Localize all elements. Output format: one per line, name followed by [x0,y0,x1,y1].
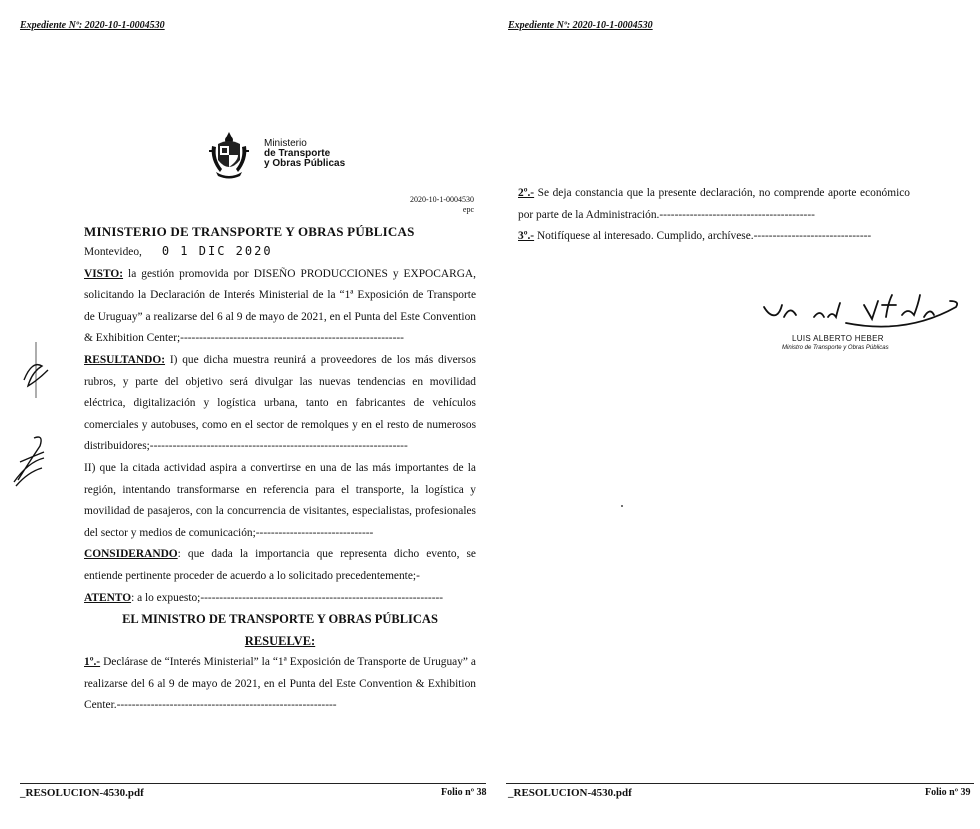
resultando-text: I) que dicha muestra reunirá a proveedores de los más diversos rubros, y parte del objetivo será divulgar las nuevas tendencias en movilidad eléctrica, digitalización y logística urbana, tanto en fabricantes de vehículos comerciales y autobuses, como en el sector de remolques y en el resto de numerosos distribuidores;-------------------------------------------------------------------- [84,353,476,453]
article-2-paragraph [518,183,910,226]
article-2-label: 2º.- [518,187,535,199]
reference-initials: epc [462,205,474,214]
coat-of-arms-icon [208,130,250,180]
resultando-paragraph [84,350,476,458]
footer-folio: Folio nº 38 [441,787,487,798]
article-3-text: Notifíquese al interesado. Cumplido, archívese.------------------------------- [534,230,872,243]
footer-filename: _RESOLUCION-4530.pdf [20,787,144,799]
date-stamp: 0 1 DIC 2020 [161,244,273,258]
article-3-label: 3º.- [518,230,535,243]
footer-rule [20,783,486,784]
resolution-body [84,241,476,717]
city: Montevideo, [84,246,142,258]
resolution-body-right [518,183,910,248]
article-1-text: Declárase de “Interés Ministerial” la “1ª Exposición de Transporte de Uruguay” a realizarse del 6 al 9 de mayo de 2021, en el Punta del Este Convention & Exhibition Center.---------------------------------------------------------- [84,656,476,712]
expediente-header: Expediente Nº: 2020-10-1-0004530 [20,20,165,31]
visto-paragraph [84,264,476,350]
footer-folio-right: Folio nº 39 [925,787,971,798]
signer-title: Ministro de Transporte y Obras Públicas [782,345,889,351]
minister-heading: EL MINISTRO DE TRANSPORTE Y OBRAS PÚBLICAS [122,612,438,627]
ministry-logo-text [264,139,345,169]
article-3-paragraph [518,226,910,248]
atento-text: : a lo expuesto;---------------------------------------------------------------- [131,591,444,604]
resultando-label: RESULTANDO: [84,353,166,366]
resuelve-heading: RESUELVE: [244,633,316,648]
visto-label: VISTO: [84,267,124,280]
considerando-label: CONSIDERANDO [84,548,178,561]
scan-speck [621,505,623,507]
atento-label: ATENTO [84,591,132,604]
ministry-heading: MINISTERIO DE TRANSPORTE Y OBRAS PÚBLICAS [84,224,415,239]
article-2-text: Se deja constancia que la presente declaración, no comprende aporte económico por parte de la Administración.----------------------------------------- [518,187,910,221]
signer-name: LUIS ALBERTO HEBER [792,334,884,343]
margin-initials-mark [6,340,56,400]
atento-paragraph [84,588,476,610]
article-1-label: 1º.- [84,656,101,669]
resultando-ii-paragraph: II) que la citada actividad aspira a convertirse en una de las más importantes de la región, intentando transformarse en referencia para el transporte, la logística y movilidad de pasajeros, con la concurrencia de visitantes, especialistas, profesionales del sector y medios de comunicación;------------------------------- [84,461,476,539]
logo-line-obras: y Obras Públicas [264,158,346,169]
visto-text: la gestión promovida por DISEÑO PRODUCCIONES y EXPOCARGA, solicitando la Declaración de Interés Ministerial de la “1ª Exposición de Transporte de Uruguay” a realizarse del 6 al 9 de mayo de 2021, en el Punta del Este Convention & Exhibition Center;----------------------------------------------------------- [84,267,476,345]
ministry-logo [208,130,368,182]
date-line [84,241,476,264]
footer-rule-right [506,783,974,784]
footer-filename-right: _RESOLUCION-4530.pdf [508,787,632,799]
considerando-text: : que dada la importancia que representa dicho evento, se entiende pertinente proceder de acuerdo a lo solicitado precedentemente;- [84,548,476,582]
expediente-header-right: Expediente Nº: 2020-10-1-0004530 [508,20,653,31]
logo-line-transporte: de Transporte [264,148,331,159]
reference-block [410,195,474,215]
reference-number: 2020-10-1-0004530 [410,195,474,204]
minister-signature [756,293,966,335]
logo-line-ministerio: Ministerio [264,138,307,149]
considerando-paragraph [84,544,476,587]
margin-signature-mark [6,432,56,490]
article-1-paragraph [84,652,476,717]
